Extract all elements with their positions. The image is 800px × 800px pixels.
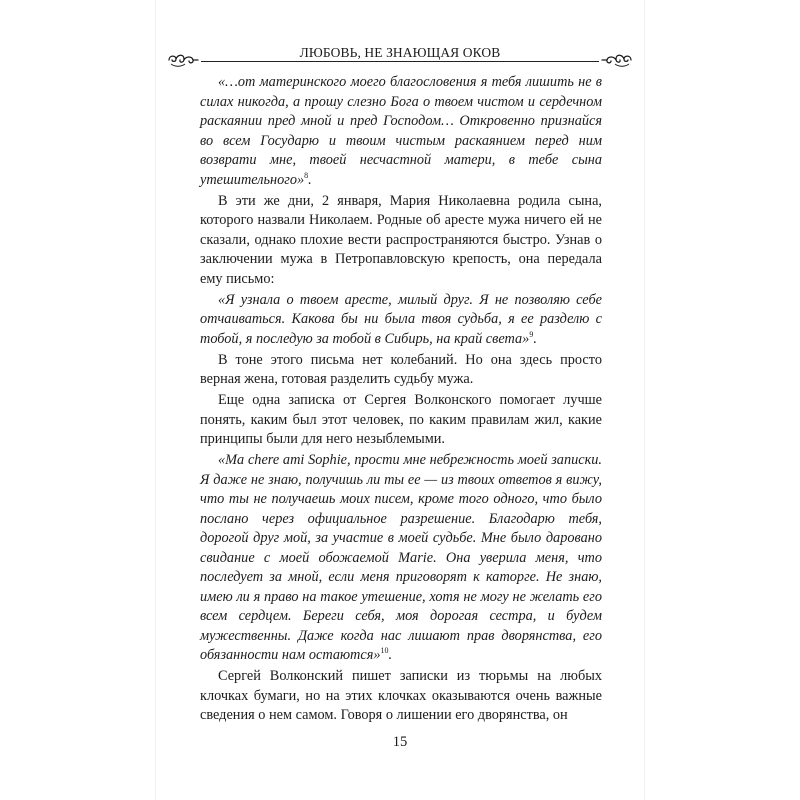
right-flourish-ornament-icon xyxy=(601,52,633,68)
footnote-ref: 9 xyxy=(529,329,534,339)
quote-paragraph: «…от материнского моего благословения я тебя лишить не в силах никогда, а прошу слезно Бога о твоем чистом и сердечном раскаянии пред мной и пред Господом… Откровенно признайся во всем Государю и твоим чистым раскаянием перед ним возврати мне, твоей несчастной матери, в тебе сына утешительного»$^8$. xyxy=(200,74,602,188)
book-page xyxy=(156,0,644,800)
page-body-text xyxy=(200,73,602,727)
body-paragraph: В эти же дни, 2 января, Мария Николаевна родила сына, которого назвали Николаем. Родные об аресте мужа ничего ей не сказали, однако плохие вести распространяются быстро. Узнав о заключении мужа в Петропавловскую крепость, она передала ему письмо: xyxy=(200,192,602,287)
page-number: 15 xyxy=(392,734,408,750)
quote-paragraph: «Я узнала о твоем аресте, милый друг. Я не позволяю себе отчаиваться. Какова бы ни была твоя судьба, я ее разделю с тобой, я последую за тобой в Сибирь, на край света»$^9$. xyxy=(200,291,602,347)
body-paragraph: Еще одна записка от Сергея Волконского помогает лучше понять, каким был этот человек, по каким правилам жил, какие принципы были для него незыблемыми. xyxy=(200,392,602,447)
footnote-ref: 10 xyxy=(380,646,389,656)
footnote-ref: 8 xyxy=(304,170,309,180)
body-paragraph: В тоне этого письма нет колебаний. Но она здесь просто верная жена, готовая разделить судьбу мужа. xyxy=(200,351,602,387)
quote-paragraph: «Ma chere ami Sophie, прости мне небрежность моей записки. Я даже не знаю, получишь ли ты ее — из твоих ответов я вижу, что ты не получаешь моих писем, кроме того одного, что было послано через официальное разрешение. Благодарю тебя, дорогой друг мой, за участие в моей судьбе. Мне было даровано свидание с моей обожаемой Marie. Она уверила меня, что последует за мной, если меня приговорят к каторге. Не знаю, имею ли я право на такое утешение, хотя не могу не желать его всем сердцем. Береги себя, моя дорогая сестра, и будем мужественны. Даже когда нас лишают прав дворянства, его обязанности нам остаются»$^{10}$. xyxy=(200,452,602,663)
running-header xyxy=(167,44,633,68)
header-rule xyxy=(201,61,599,62)
body-paragraph: Сергей Волконский пишет записки из тюрьмы на любых клочках бумаги, но на этих клочках оказываются очень важные сведения о нем самом. Говоря о лишении его дворянства, он xyxy=(200,668,602,723)
running-title: ЛЮБОВЬ, НЕ ЗНАЮЩАЯ ОКОВ xyxy=(294,45,507,60)
